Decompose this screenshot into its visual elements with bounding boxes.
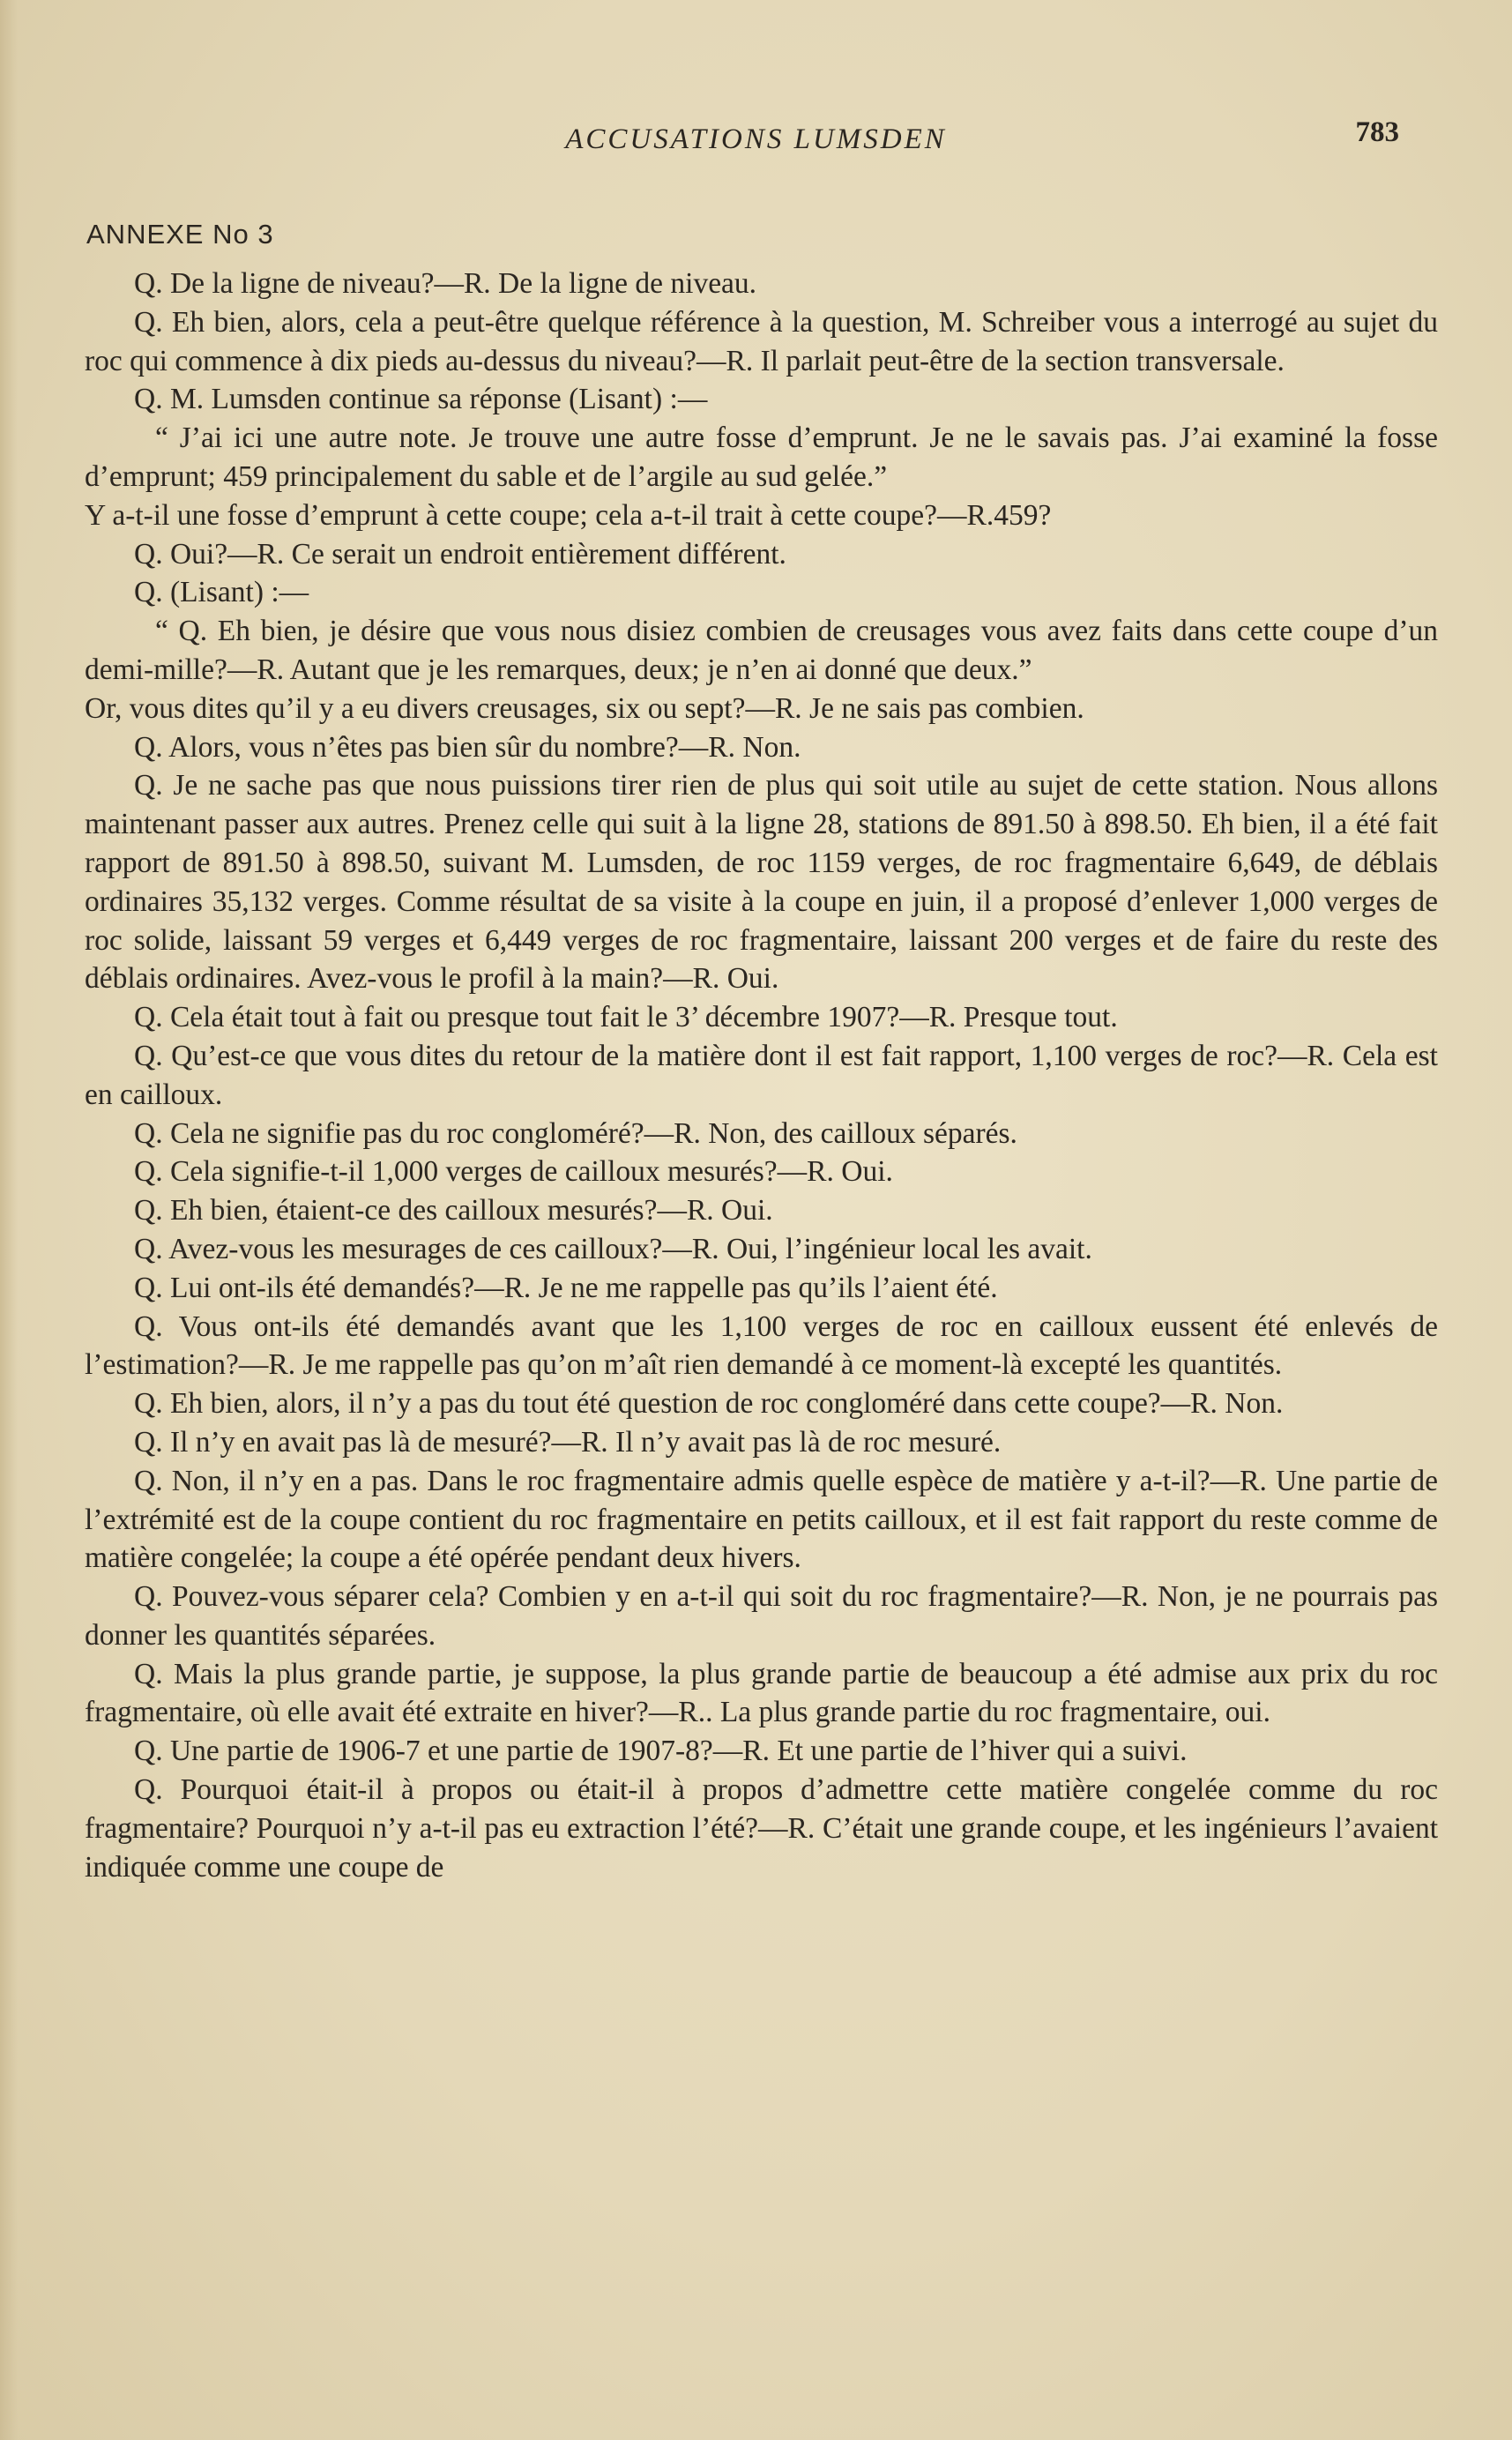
paragraph: Q. Une partie de 1906-7 et une partie de 1907-8?—R. Et une partie de l’hiver qui a suivi. <box>134 1735 1188 1768</box>
paragraph: Q. Il n’y en avait pas là de mesuré?—R. Il n’y avait pas là de roc mesuré. <box>134 1425 1002 1459</box>
body-text <box>85 265 1438 1886</box>
paragraph: Q. Avez-vous les mesurages de ces cailloux?—R. Oui, l’ingénieur local les avait. <box>134 1232 1092 1265</box>
page-edge-shadow <box>0 0 18 2440</box>
paragraph: “ J’ai ici une autre note. Je trouve une autre fosse d’emprunt. Je ne le savais pas. J’ai examiné la fosse d’emprunt; 459 principalement du sable et de l’argile au sud gelée.” <box>85 422 1438 493</box>
paragraph: Q. M. Lumsden continue sa réponse (Lisant) :— <box>134 383 708 416</box>
paragraph: Or, vous dites qu’il y a eu divers creusages, six ou sept?—R. Je ne sais pas combien. <box>85 691 1084 725</box>
paragraph: Q. Pourquoi était-il à propos ou était-il à propos d’admettre cette matière congelée comme du roc fragmentaire? Pourquoi n’y a-t-il pas eu extraction l’été?—R. C’était une grande coupe, et les ingénieurs l’avaient indiquée comme une coupe de <box>85 1773 1438 1884</box>
running-title: ACCUSATIONS LUMSDEN <box>565 123 947 155</box>
paragraph: Q. (Lisant) :— <box>134 576 309 609</box>
paragraph: Q. Cela était tout à fait ou presque tout fait le 3’ décembre 1907?—R. Presque tout. <box>134 1001 1118 1034</box>
paragraph: Q. Oui?—R. Ce serait un endroit entièrement différent. <box>134 537 786 571</box>
paragraph: “ Q. Eh bien, je désire que vous nous disiez combien de creusages vous avez faits dans cette coupe d’un demi-mille?—R. Autant que je les remarques, deux; je n’en ai donné que deux.” <box>85 615 1438 686</box>
paragraph: Q. Eh bien, alors, il n’y a pas du tout été question de roc congloméré dans cette coupe?—R. Non. <box>134 1387 1284 1421</box>
page-number: 783 <box>1355 116 1399 148</box>
paragraph: Q. Qu’est-ce que vous dites du retour de la matière dont il est fait rapport, 1,100 verges de roc?—R. Cela est en cailloux. <box>85 1039 1438 1111</box>
paragraph: Q. Cela ne signifie pas du roc congloméré?—R. Non, des cailloux séparés. <box>134 1116 1017 1150</box>
paragraph: Q. Non, il n’y en a pas. Dans le roc fragmentaire admis quelle espèce de matière y a-t-il?—R. Une partie de l’extrémité est de la coupe contient du roc fragmentaire en petits cailloux, et il est fait rapport du reste comme de matière congelée; la coupe a été opérée pendant deux hivers. <box>85 1464 1438 1575</box>
paragraph: Q. Mais la plus grande partie, je suppose, la plus grande partie de beaucoup a été admise aux prix du roc fragmentaire, où elle avait été extraite en hiver?—R.. La plus grande partie du roc fragmentaire, oui. <box>85 1657 1438 1729</box>
paragraph: Q. Eh bien, alors, cela a peut-être quelque référence à la question, M. Schreiber vous a interrogé au sujet du roc qui commence à dix pieds au-dessus du niveau?—R. Il parlait peut-être de la section transversale. <box>85 305 1438 377</box>
paragraph: Q. Lui ont-ils été demandés?—R. Je ne me rappelle pas qu’ils l’aient été. <box>134 1271 998 1304</box>
paragraph: Q. Cela signifie-t-il 1,000 verges de cailloux mesurés?—R. Oui. <box>134 1155 893 1189</box>
paragraph: Q. Je ne sache pas que nous puissions tirer rien de plus qui soit utile au sujet de cette station. Nous allons maintenant passer aux autres. Prenez celle qui suit à la ligne 28, stations de 891.50 à 898.50. Eh bien, il a été fait rapport de 891.50 à 898.50, suivant M. Lumsden, de roc 1159 verges, de roc fragmentaire 6,649, de déblais ordinaires 35,132 verges. Comme résultat de sa visite à la coupe en juin, il a proposé d’enlever 1,000 verges de roc solide, laissant 59 verges et 6,449 verges de roc fragmentaire, laissant 200 verges et de faire du reste des déblais ordinaires. Avez-vous le profil à la main?—R. Oui. <box>85 769 1438 996</box>
annex-label: ANNEXE No 3 <box>86 219 274 250</box>
paragraph: Q. Eh bien, étaient-ce des cailloux mesurés?—R. Oui. <box>134 1194 773 1227</box>
paragraph: Q. Alors, vous n’êtes pas bien sûr du nombre?—R. Non. <box>134 730 801 764</box>
paragraph: Q. Pouvez-vous séparer cela? Combien y en a-t-il qui soit du roc fragmentaire?—R. Non, je ne pourrais pas donner les quantités séparées. <box>85 1580 1438 1652</box>
paragraph: Q. De la ligne de niveau?—R. De la ligne de niveau. <box>134 267 757 300</box>
paragraph: Y a-t-il une fosse d’emprunt à cette coupe; cela a-t-il trait à cette coupe?—R.459? <box>85 498 1052 532</box>
paragraph: Q. Vous ont-ils été demandés avant que les 1,100 verges de roc en cailloux eussent été enlevés de l’estimation?—R. Je me rappelle pas qu’on m’aît rien demandé à ce moment-là excepté les quantités. <box>85 1310 1438 1382</box>
